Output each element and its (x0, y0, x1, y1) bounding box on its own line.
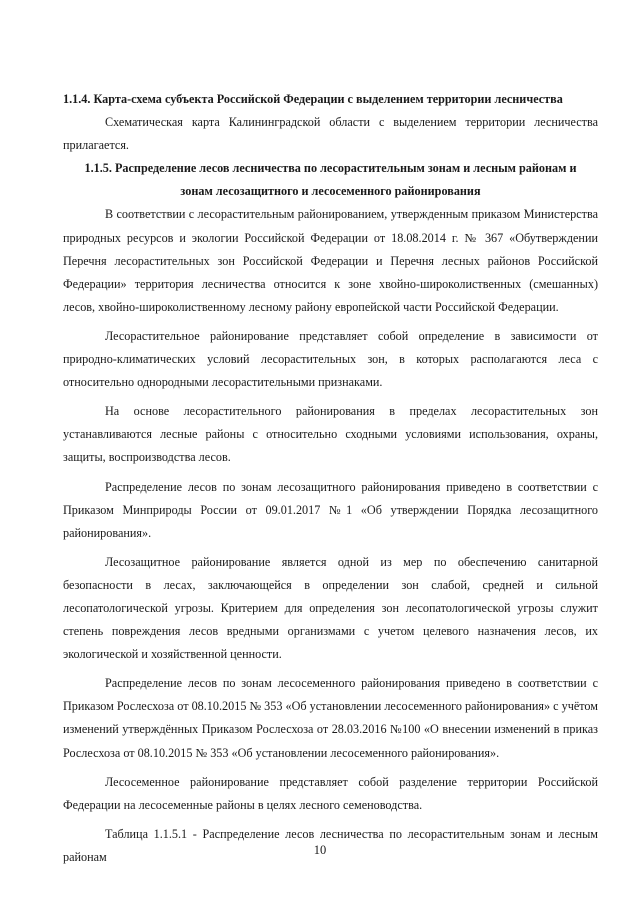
document-page (63, 88, 598, 869)
section-1-1-5-heading-line1: 1.1.5. Распределение лесов лесничества по лесорастительным зонам и лесным районам и (84, 161, 577, 176)
table-caption: Таблица 1.1.5.1 - Распределение лесов лесничества по лесорастительным зонам и лесным районам (63, 826, 598, 864)
section-1-1-5-heading-line2: зонам лесозащитного и лесосеменного районирования (180, 184, 481, 199)
section-1-1-4-heading: 1.1.4. Карта-схема субъекта Российской Федерации с выделением территории лесничества (63, 92, 563, 106)
paragraph-seed-zoning-definition: Лесосеменное районирование представляет собой разделение территории Российской Федерации на лесосеменные районы в целях лесного семеноводства. (63, 774, 598, 812)
paragraph-protection-zoning-order: Распределение лесов по зонам лесозащитного районирования приведено в соответствии с Приказом Минприроды России от 09.01.2017 №1 «Об утверждении Порядка лесозащитного районирования». (63, 479, 598, 540)
paragraph-zoning-basis: В соответствии с лесорастительным районированием, утвержденным приказом Министерства природных ресурсов и экологии Российской Федерации от 18.08.2014 г. № 367 «Обутверждении Перечня лесорастительных зон Российской Федерации и Перечня лесных районов Российской Федерации» территория лесничества относится к зоне хвойно-широколиственных (смешанных) лесов, хвойно-широколиственному лесному району европейской части Российской Федерации. (63, 207, 598, 314)
section-1-1-4-paragraph: Схематическая карта Калининградской области с выделением территории лесничества прилагается. (63, 115, 598, 153)
paragraph-forest-districts: На основе лесорастительного районирования в пределах лесорастительных зон устанавливаются лесные районы с относительно сходными условиями использования, охраны, защиты, воспроизводства лесов. (63, 404, 598, 465)
paragraph-protection-zoning-definition: Лесозащитное районирование является одной из мер по обеспечению санитарной безопасности в лесах, заключающейся в определении зон слабой, средней и сильной лесопатологической угрозы. Критерием для определения зон лесопатологической угрозы служит степень повреждения лесов вредными организмами с учетом целевого назначения лесов, их экологической и хозяйственной ценности. (63, 554, 598, 662)
paragraph-seed-zoning-order: Распределение лесов по зонам лесосеменного районирования приведено в соответствии с Приказом Рослесхоза от 08.10.2015 № 353 «Об установлении лесосеменного районирования» с учётом изменений утверждённых Приказом Рослесхоза от 28.03.2016 №100 «О внесении изменений в приказ Рослесхоза от 08.10.2015 № 353 «Об установлении лесосеменного районирования». (63, 676, 598, 760)
page-number: 10 (313, 843, 327, 857)
paragraph-forest-zoning-definition: Лесорастительное районирование представляет собой определение в зависимости от природно-климатических условий лесорастительных зон, в которых располагаются леса с относительно однородными лесорастительными признаками. (63, 328, 598, 390)
